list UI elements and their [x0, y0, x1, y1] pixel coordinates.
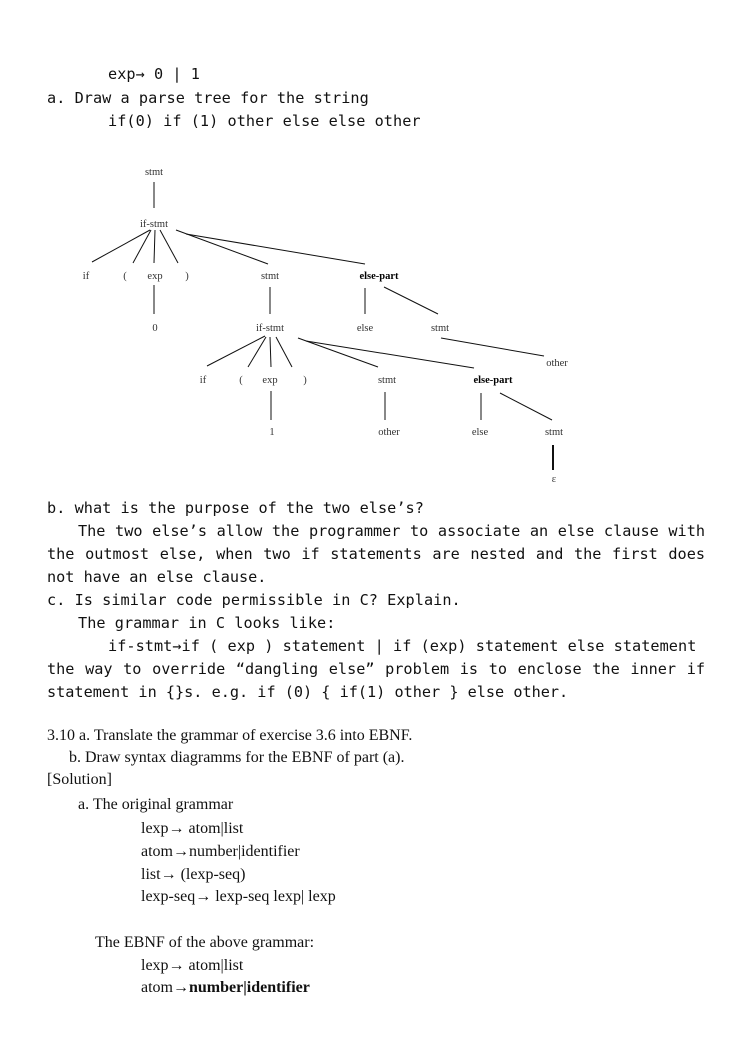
tree-node-one: 1	[269, 427, 275, 438]
tree-node-lparen: (	[123, 271, 127, 282]
tree-node-if-stmt: if-stmt	[140, 219, 168, 230]
tree-node-root-stmt: stmt	[144, 167, 164, 178]
grammar-rule: atom→number|identifier	[141, 843, 300, 860]
ebnf-rule	[141, 977, 310, 999]
tree-node-if-stmt-inner: if-stmt	[256, 323, 284, 334]
tree-node-if-inner: if	[199, 375, 207, 386]
tree-node-other-outer: other	[546, 358, 568, 369]
tree-node-lparen-inner: (	[239, 375, 243, 386]
tree-edge	[306, 341, 474, 368]
tree-node-stmt-outer-else: stmt	[430, 323, 450, 334]
solution-heading: [Solution]	[47, 771, 112, 788]
question-b: b. what is the purpose of the two else’s?	[47, 499, 424, 517]
tree-node-stmt-inner: stmt	[377, 375, 397, 386]
grammar-rule: lexp-seq→ lexp-seq lexp| lexp	[141, 888, 336, 905]
ebnf-rule: lexp→ atom|list	[141, 957, 244, 974]
grammar-rule: list→ (lexp-seq)	[141, 866, 246, 883]
tree-node-stmt: stmt	[260, 271, 280, 282]
question-c: c. Is similar code permissible in C? Explain.	[47, 591, 461, 609]
exercise-3-10-part-b: b. Draw syntax diagramms for the EBNF of part (a).	[69, 749, 405, 766]
original-grammar-heading: a. The original grammar	[78, 796, 234, 813]
parse-tree-diagram	[0, 150, 753, 490]
c-grammar-intro: The grammar in C looks like:	[78, 614, 336, 632]
question-a: a. Draw a parse tree for the string	[47, 89, 369, 107]
tree-edge	[207, 336, 265, 366]
exercise-3-10-part-a: 3.10 a. Translate the grammar of exercise 3.6 into EBNF.	[47, 727, 413, 744]
question-a-input-string: if(0) if (1) other else else other	[108, 112, 421, 130]
tree-node-rparen-inner: )	[303, 375, 307, 386]
tree-node-exp-inner: exp	[262, 375, 278, 386]
ebnf-heading: The EBNF of the above grammar:	[95, 934, 315, 951]
tree-node-rparen: )	[185, 271, 189, 282]
tree-edge	[160, 230, 178, 263]
tree-edge	[270, 337, 271, 367]
tree-edge	[298, 338, 378, 367]
exp-grammar-rule: exp→ 0 | 1	[108, 65, 200, 83]
tree-edge	[248, 337, 266, 367]
tree-edge	[92, 230, 150, 262]
tree-edge	[441, 338, 544, 356]
ebnf-rule-bold-terminals: number|identifier	[189, 979, 310, 996]
tree-node-else-inner: else	[471, 427, 489, 438]
tree-node-stmt-epsilon-parent: stmt	[544, 427, 564, 438]
tree-node-exp: exp	[147, 271, 163, 282]
tree-node-other-inner: other	[378, 427, 400, 438]
tree-edge	[276, 337, 292, 367]
tree-node-if: if	[82, 271, 90, 282]
tree-node-else-part-inner: else-part	[473, 375, 513, 386]
answer-c: the way to override “dangling else” problem is to enclose the inner if statement in {}s. e.g. if (0) { if(1) other } else other.	[47, 660, 705, 701]
grammar-rule: lexp→ atom|list	[141, 820, 244, 837]
tree-node-else-part: else-part	[359, 271, 399, 282]
tree-edge	[186, 234, 365, 264]
tree-node-else: else	[356, 323, 374, 334]
answer-b: The two else’s allow the programmer to associate an else clause with the outmost else, when two if statements are nested and the first does not have an else clause.	[47, 522, 705, 586]
tree-edge	[384, 287, 438, 314]
c-if-stmt-rule: if-stmt→if ( exp ) statement | if (exp) statement else statement	[108, 637, 697, 655]
tree-edge	[500, 393, 552, 420]
tree-node-epsilon: ε	[551, 474, 557, 485]
ebnf-rule-prefix: atom→	[141, 979, 189, 996]
tree-edge	[154, 230, 155, 263]
tree-node-zero: 0	[152, 323, 158, 334]
